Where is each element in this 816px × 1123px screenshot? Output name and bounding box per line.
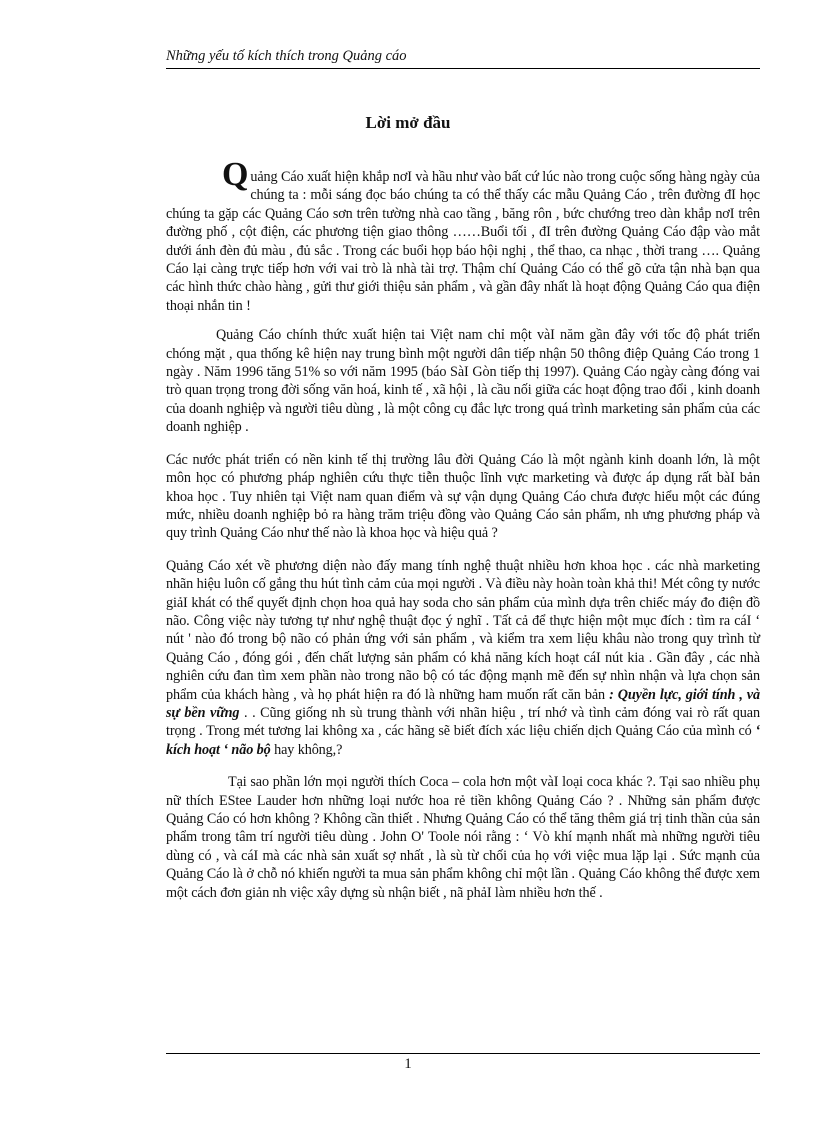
paragraph-4-text-a: Quảng Cáo xét về phương diện nào đấy mang tính nghệ thuật nhiều hơn khoa học . các nhà marketing nhãn hiệu luôn cố gắng thu hút tình cảm của mọi người . Và điều này hoàn toàn khả thi! Mét công ty nước giảI khát có thể quyết định chọn hoa quả hay soda cho sản phẩm của mình dựa trên chiếc máy đo điện đồ não. Công việc này tương tự như nghệ thuật đọc ý nghĩ . Tất cả để thực hiện một mục đích : tìm ra cáI ‘ nút ' nào đó trong bộ não có phản ứng với sản phẩm , và kiểm tra xem liệu khâu nào trong quy trình từ Quảng Cáo , đóng gói , đến chất lượng sản phẩm có khả năng kích hoạt cáI nút kia . Gần đây , các nhà nghiên cứu đan tìm xem phần nào trong não bộ có tác động mạnh mẽ đến sự nhìn nhận và lựa chọn sản phẩm của khách hàng , và họ phát hiện ra đó là những ham muốn rất căn bản xyxy=(166,557,760,703)
document-body xyxy=(166,156,760,916)
paragraph-4-text-b: . . Cũng giống nh sù trung thành với nhãn hiệu , trí nhớ và tình cảm đóng vai rò rất quan trọng . Trong mét tương lai không xa , các hãng sẽ biết đích xác liệu chiến dịch Quảng Cáo của mình có xyxy=(166,704,760,740)
paragraph-5: Tại sao phần lớn mọi người thích Coca – cola hơn một vàI loại coca khác ?. Tại sao nhiều phụ nữ thích EStee Lauder hơn những loại nước hoa rẻ tiền không Quảng Cáo ? . Những sản phẩm được Quảng Cáo có hơn không ? Không cần thiết . Nhưng Quảng Cáo có thể tăng thêm giá trị tinh thần của sản phẩm trong tâm trí người tiêu dùng . John O' Toole nói rằng : ‘ Vò khí mạnh nhất mà những người tiêu dùng có , và cáI mà các nhà sản xuất sợ nhất , là sù từ chối của họ với việc mua lặp lại . Sức mạnh của Quảng Cáo là ở chỗ nó khiến người ta mua sản phẩm không chỉ một lần . Quảng Cáo không thể được xem một cách đơn giản nh việc xây dựng sù nhận biết , nã phảI làm nhiều hơn thế . xyxy=(166,774,760,901)
paragraph-4 xyxy=(166,557,760,759)
paragraph-4-text-c: hay không,? xyxy=(270,741,343,758)
footer-divider xyxy=(166,1053,760,1054)
drop-cap: Q xyxy=(222,156,249,193)
paragraph-4-emphasis: : Quyền lực, giới tính , và sự bền vững xyxy=(166,686,760,721)
paragraph-2: Quảng Cáo chính thức xuất hiện tai Việt nam chỉ một vàI năm gần đây với tốc độ phát triển chóng mặt , qua thống kê hiện nay trung bình một người dân tiếp nhận 50 thông điệp Quảng Cáo trong 1 ngày . Năm 1996 tăng 51% so với năm 1995 (báo SàI Gòn tiếp thị 1997). Quảng Cáo ngày càng đóng vai trò quan trọng trong đời sống văn hoá, kinh tế , xã hội , là cầu nối giữa các hoạt động trao đổi , kinh doanh của doanh nghiệp và người tiêu dùng , là một công cụ đắc lực trong quá trình marketing sản phẩm của các doanh nghiệp . xyxy=(166,327,760,436)
paragraph-1-text: uảng Cáo xuất hiện khắp nơI và hầu như vào bất cứ lúc nào trong cuộc sống hàng ngày của chúng ta : mỗi sáng đọc báo chúng ta có thể thấy các mẫu Quảng Cáo , trên đường đI học chúng ta gặp các Quảng Cáo sơn trên tường nhà cao tầng , băng rôn , bức chướng treo dàn khắp nơI trên đường phố , cột điện, các phương tiện giao thông ……Buổi tối , đI trên đường Quảng Cáo đập vào mắt dưới ánh đèn đủ màu , đủ sắc . Trong các buổi họp báo hội nghị , thể thao, ca nhạc , thời trang …. Quảng Cáo lại càng trực tiếp hơn với vai trò là nhà tài trợ. Thậm chí Quảng Cáo có thể gõ cửa tận nhà bạn qua các hình thức chào hàng , gửi thư giới thiệu sản phẩm , và gần đây nhất là hoạt động Quảng Cáo qua điện thoại nhắn tin ! xyxy=(166,169,760,314)
page-number: 1 xyxy=(404,1056,412,1072)
paragraph-4-emphasis-2: ‘ kích hoạt ‘ não bộ xyxy=(166,723,760,758)
paragraph-3: Các nước phát triển có nền kinh tế thị trường lâu đời Quảng Cáo là một ngành kinh doanh lớn, là một môn học có phương pháp nghiên cứu thực tiễn thuộc lĩnh vực marketing và được áp dụng rất bàI bản khoa học . Tuy nhiên tại Việt nam quan điểm và sự vận dụng Quảng Cáo chưa được hiểu một các đúng mức, nhiều doanh nghiệp bỏ ra hàng trăm triệu đồng vào Quảng Cáo sản phẩm, nh ưng phương pháp và quy trình Quảng Cáo như thế nào là khoa học và hiệu quả ? xyxy=(166,451,760,542)
page-title: Lời mở đầu xyxy=(365,113,451,132)
running-header: Những yếu tố kích thích trong Quảng cáo xyxy=(166,48,760,69)
paragraph-1 xyxy=(166,156,760,315)
